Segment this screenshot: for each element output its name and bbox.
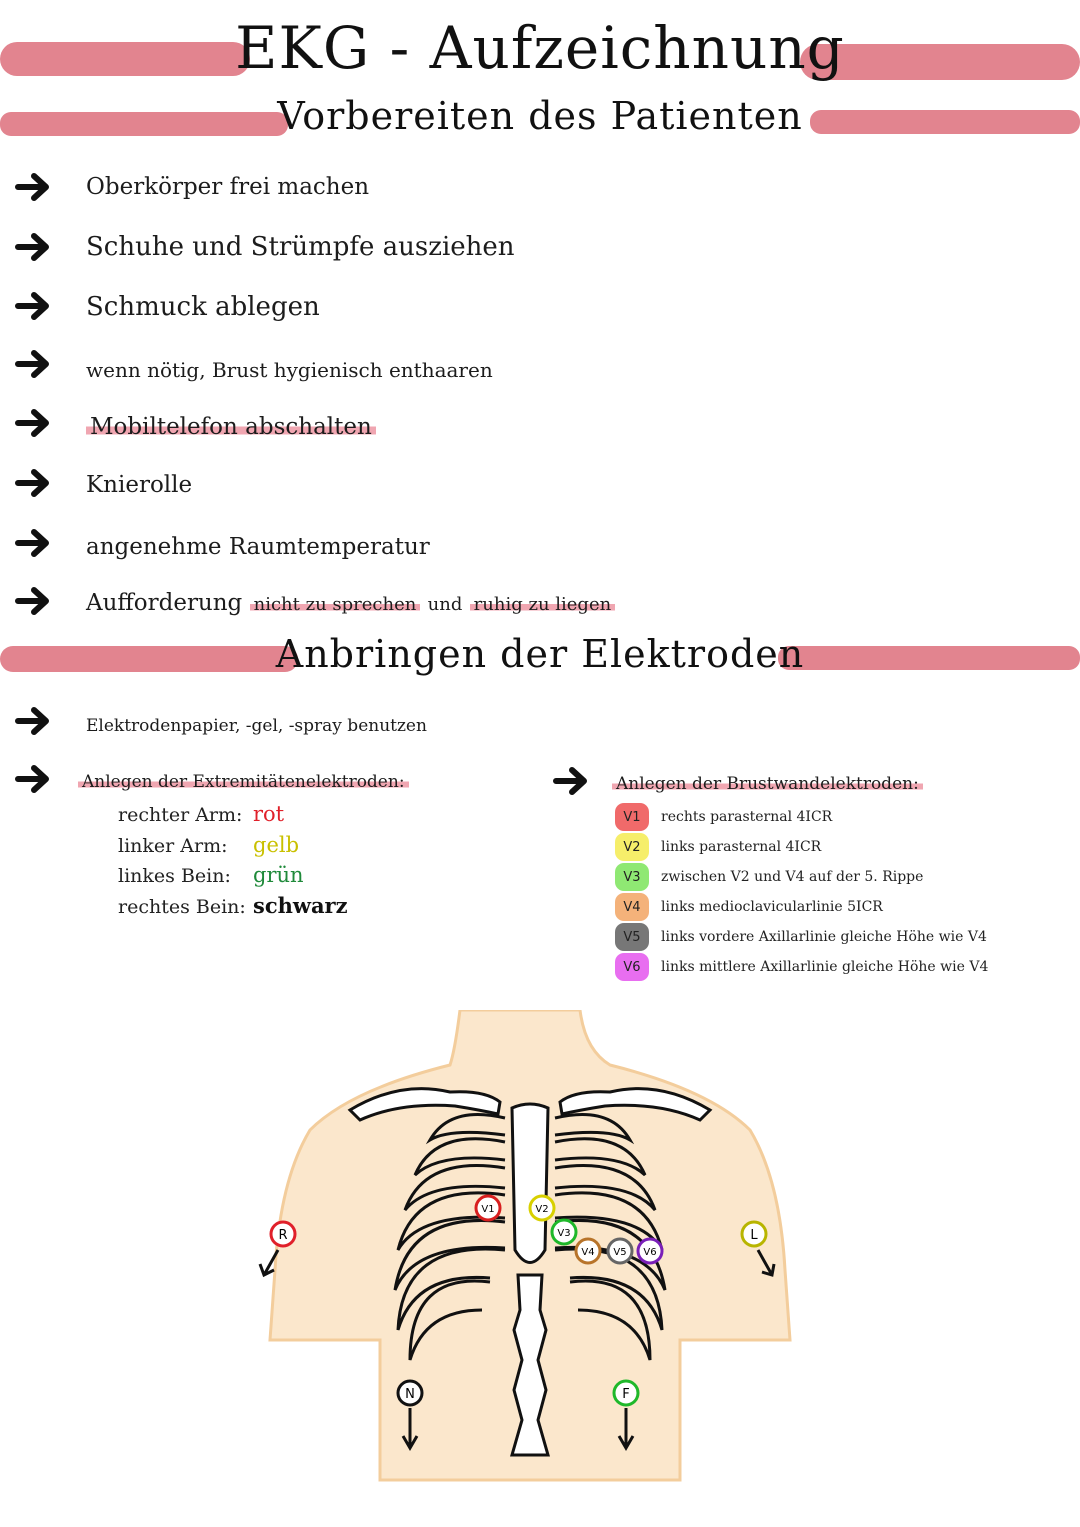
chest-row-v1 [615, 803, 832, 831]
page-title: EKG - Aufzeichnung [235, 14, 845, 82]
svg-text:V2: V2 [535, 1204, 549, 1215]
step-8 [86, 590, 615, 616]
step-4: wenn nötig, Brust hygienisch enthaaren [86, 358, 493, 382]
step-8-highlight-1: nicht zu sprechen [250, 594, 421, 615]
chest-desc: links vordere Axillarlinie gleiche Höhe wie V4 [661, 929, 987, 945]
section2-title: Anbringen der Elektroden [275, 632, 805, 676]
svg-text:V5: V5 [613, 1247, 627, 1258]
step-8-highlight-2: ruhig zu liegen [470, 594, 616, 615]
limb-color: grün [253, 863, 304, 887]
arrow-icon [14, 406, 54, 440]
electrode-supplies: Elektrodenpapier, -gel, -spray benutzen [86, 716, 427, 736]
electrode-chip-v5: V5 [615, 923, 649, 951]
chest-row-v4 [615, 893, 883, 921]
arrow-icon [14, 526, 54, 560]
electrode-chip-v3: V3 [615, 863, 649, 891]
chest-row-v6 [615, 953, 988, 981]
electrode-chip-v1: V1 [615, 803, 649, 831]
marker-V2 [530, 1196, 554, 1220]
svg-text:V3: V3 [557, 1228, 571, 1239]
step-8-mid: und [427, 594, 463, 615]
marker-V1 [476, 1196, 500, 1220]
step-6: Knierolle [86, 472, 193, 498]
limb-label: linkes Bein: [118, 865, 231, 887]
section1-title: Vorbereiten des Patienten [277, 94, 803, 138]
limb-label: rechtes Bein: [118, 896, 246, 918]
arrow-icon [14, 762, 54, 796]
arrow-icon [14, 289, 54, 323]
limb-heading [78, 772, 409, 792]
arrow-icon [552, 764, 592, 798]
chest-desc: links parasternal 4ICR [661, 839, 822, 855]
step-7: angenehme Raumtemperatur [86, 534, 430, 560]
chest-desc: links mittlere Axillarlinie gleiche Höhe wie V4 [661, 959, 989, 975]
electrode-chip-v4: V4 [615, 893, 649, 921]
arrow-icon [14, 230, 54, 264]
marker-V5 [608, 1239, 632, 1263]
limb-row-left-leg [118, 863, 304, 887]
limb-heading-text: Anlegen der Extremitätenelektroden: [78, 772, 409, 792]
step-2: Schuhe und Strümpfe ausziehen [86, 232, 515, 262]
sternum [512, 1104, 548, 1263]
chest-heading-text: Anlegen der Brustwandelektroden: [612, 774, 923, 794]
chest-row-v3 [615, 863, 923, 891]
svg-text:N: N [405, 1387, 415, 1402]
chest-desc: links medioclavicularlinie 5ICR [661, 899, 883, 915]
step-5 [86, 414, 376, 440]
electrode-chip-v2: V2 [615, 833, 649, 861]
chest-row-v5 [615, 923, 987, 951]
svg-text:V4: V4 [581, 1247, 595, 1258]
limb-row-left-arm [118, 833, 299, 857]
marker-V4 [576, 1239, 600, 1263]
limb-label: linker Arm: [118, 835, 228, 857]
arrow-icon [14, 170, 54, 204]
electrode-chip-v6: V6 [615, 953, 649, 981]
chest-row-v2 [615, 833, 821, 861]
thorax-diagram [250, 1010, 810, 1485]
limb-row-right-arm [118, 802, 284, 826]
svg-text:V1: V1 [481, 1204, 495, 1215]
limb-color: gelb [253, 833, 300, 857]
chest-desc: zwischen V2 und V4 auf der 5. Rippe [661, 869, 924, 885]
limb-label: rechter Arm: [118, 804, 243, 826]
svg-text:F: F [622, 1387, 630, 1402]
arrow-icon [14, 466, 54, 500]
limb-color: rot [253, 802, 285, 826]
step-1: Oberkörper frei machen [86, 174, 370, 200]
step-8-prefix: Aufforderung [86, 590, 243, 616]
svg-text:L: L [750, 1228, 758, 1243]
marker-V6 [638, 1239, 662, 1263]
svg-text:V6: V6 [643, 1247, 657, 1258]
arrow-icon [14, 584, 54, 618]
chest-desc: rechts parasternal 4ICR [661, 809, 833, 825]
step-3: Schmuck ablegen [86, 292, 320, 322]
arrow-icon [14, 347, 54, 381]
marker-V3 [552, 1220, 576, 1244]
limb-color: schwarz [253, 893, 348, 918]
limb-row-right-leg [118, 893, 348, 918]
step-5-highlight: Mobiltelefon abschalten [86, 414, 376, 440]
arrow-icon [14, 704, 54, 738]
svg-text:R: R [278, 1228, 288, 1243]
chest-heading [612, 774, 923, 794]
